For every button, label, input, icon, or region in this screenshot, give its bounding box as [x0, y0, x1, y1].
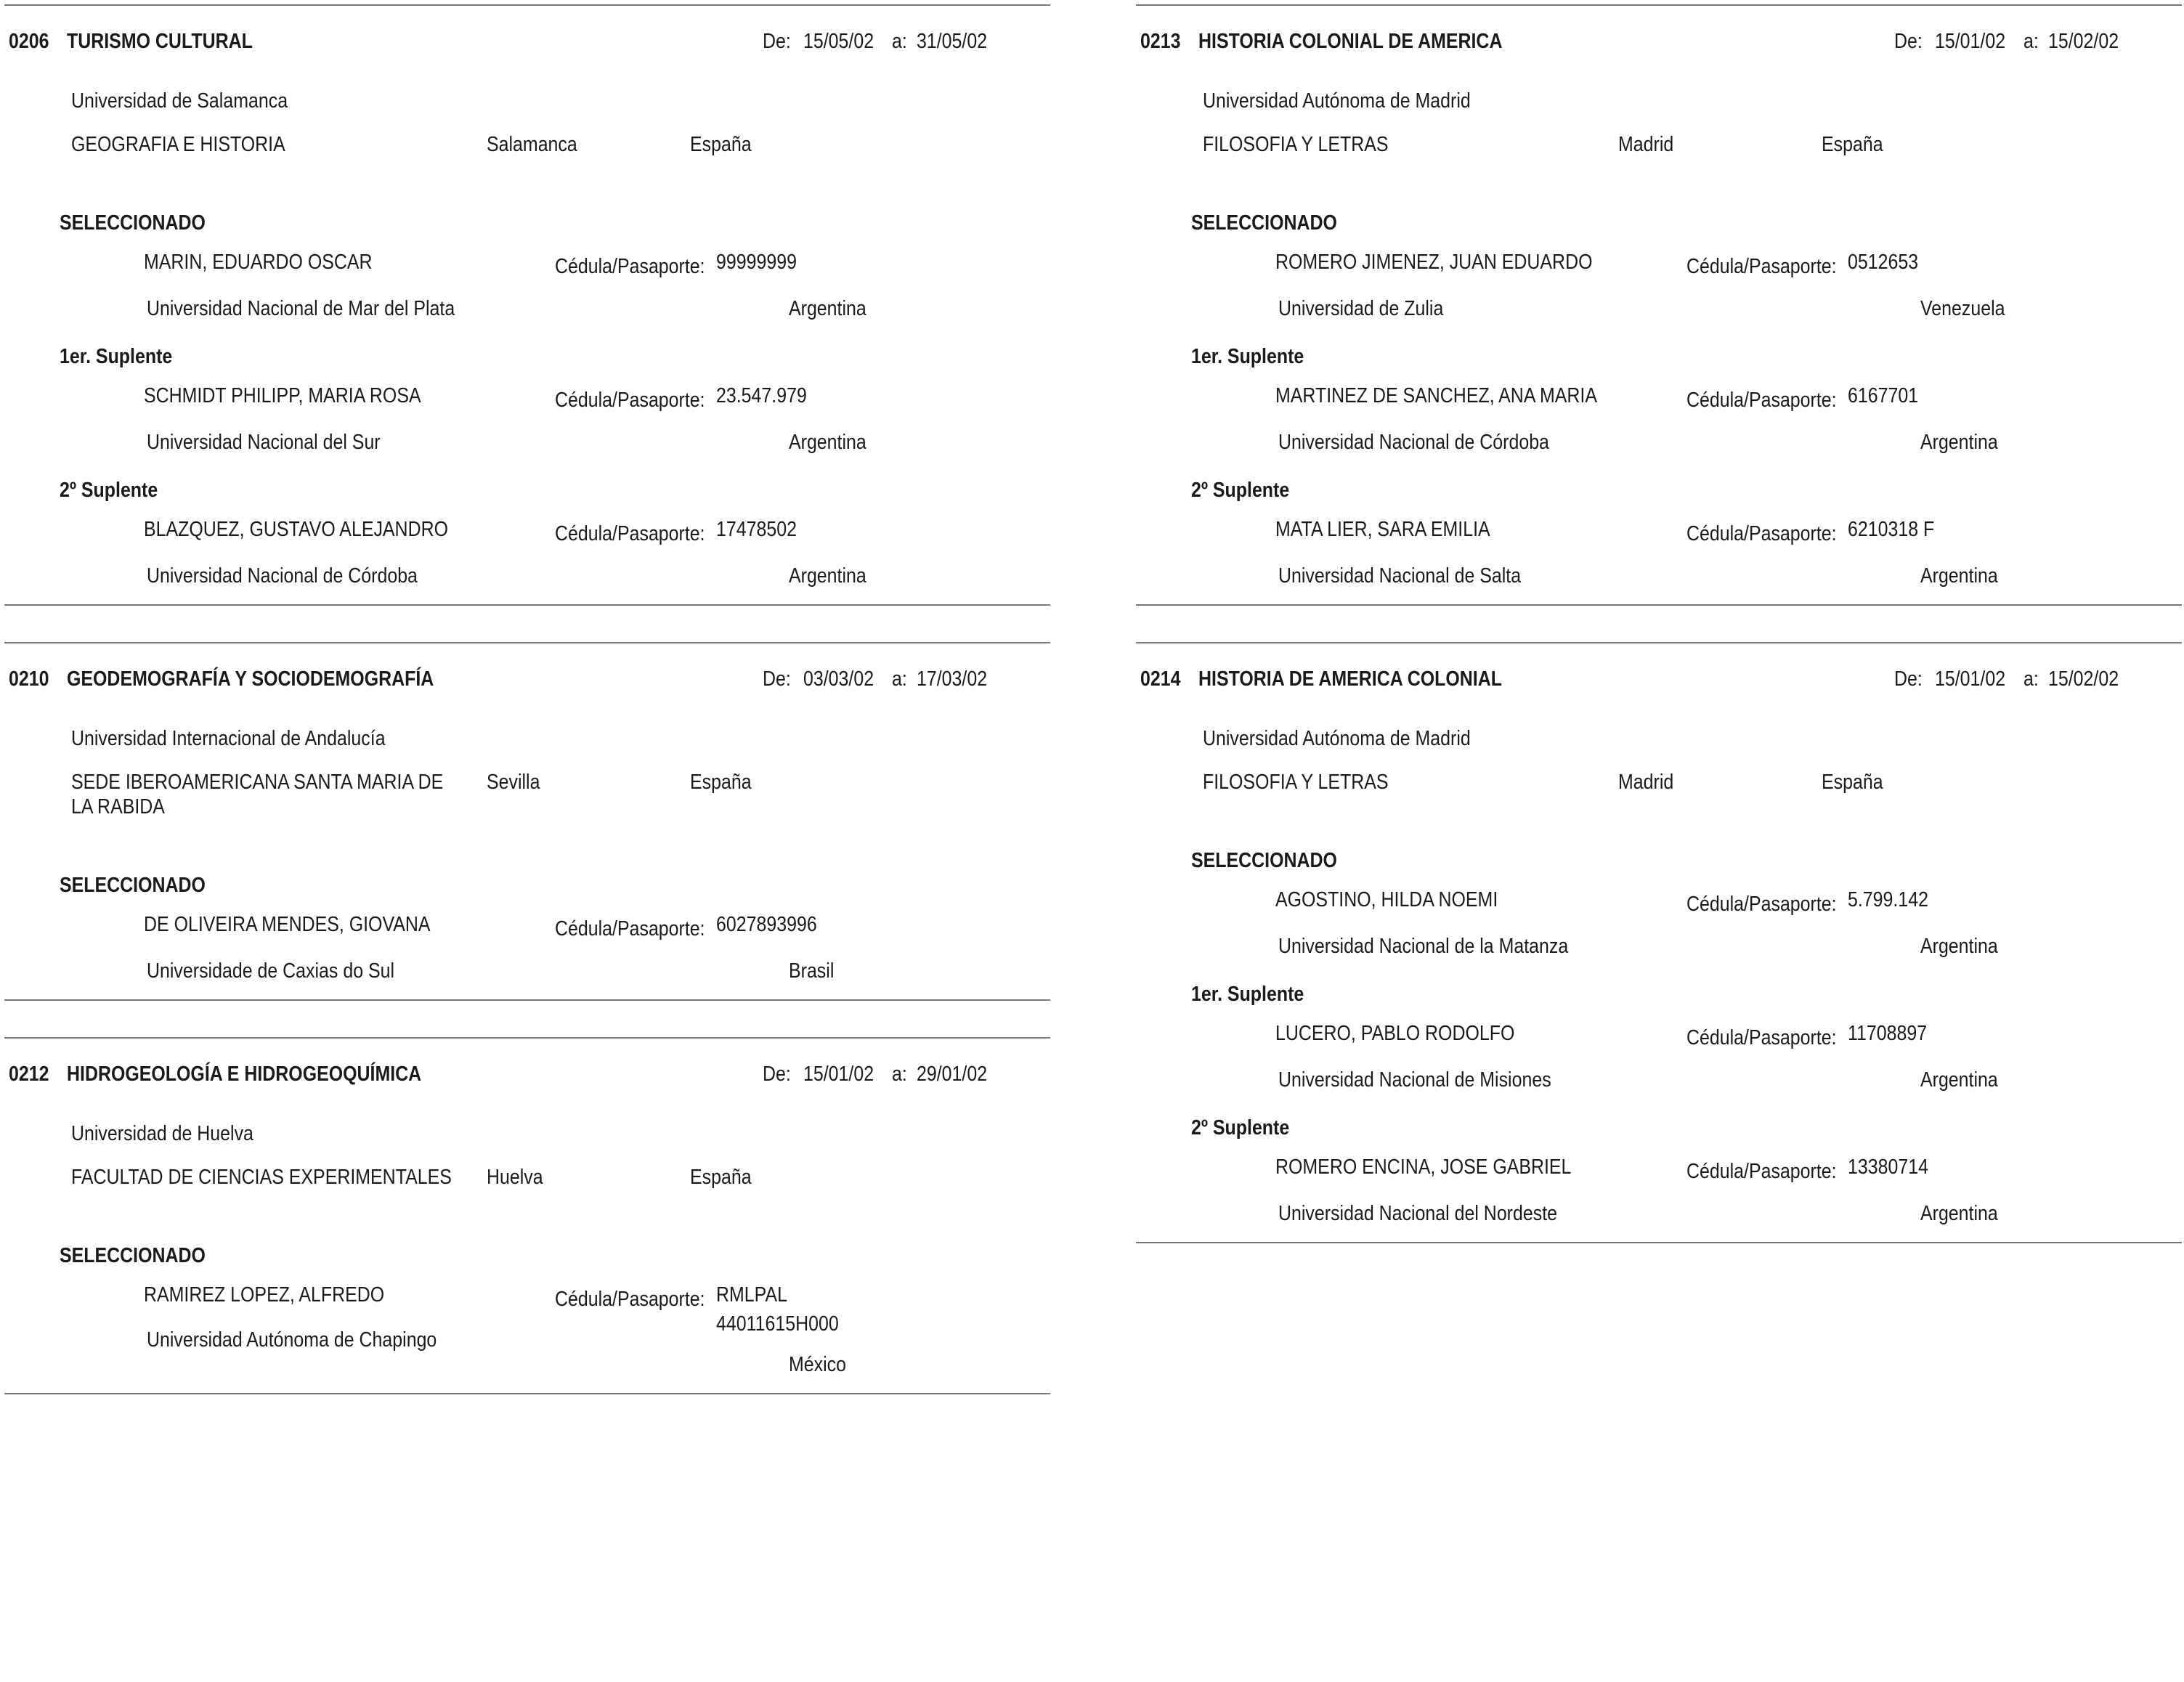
candidate-university: Universidad Nacional de Córdoba	[1278, 431, 1549, 454]
candidate-name: DE OLIVEIRA MENDES, GIOVANA	[144, 913, 431, 936]
candidate-name: AGOSTINO, HILDA NOEMI	[1275, 888, 1498, 911]
divider	[1136, 642, 2182, 643]
host-city: Huelva	[487, 1166, 543, 1189]
divider	[4, 4, 1050, 6]
course-title: HISTORIA DE AMERICA COLONIAL	[1198, 667, 1502, 691]
course-code: 0206	[9, 30, 49, 53]
candidate-university: Universidad Nacional de Córdoba	[147, 564, 418, 588]
candidate-name: MARTINEZ DE SANCHEZ, ANA MARIA	[1275, 384, 1597, 407]
divider	[4, 1037, 1050, 1039]
candidate-country: México	[789, 1353, 846, 1376]
host-city: Sevilla	[487, 771, 540, 794]
date-to-label: a:	[892, 1063, 907, 1086]
host-faculty: FILOSOFIA Y LETRAS	[1203, 771, 1389, 794]
date-from-label: De:	[763, 1063, 791, 1086]
divider	[1136, 604, 2182, 606]
candidate-id: 23.547.979	[716, 384, 807, 407]
id-label: Cédula/Pasaporte:	[1686, 255, 1837, 278]
candidate-university: Universidade de Caxias do Sul	[147, 959, 395, 983]
role-label: SELECCIONADO	[60, 874, 206, 897]
date-from: 15/01/02	[1935, 667, 2006, 691]
host-university: Universidad de Salamanca	[71, 89, 288, 113]
date-to-label: a:	[2023, 30, 2039, 53]
role-label: SELECCIONADO	[1191, 211, 1337, 235]
role-label: 1er. Suplente	[1191, 345, 1304, 368]
candidate-id: 99999999	[716, 251, 797, 274]
host-country: España	[690, 771, 752, 794]
candidate-id: 0512653	[1848, 251, 1919, 274]
id-label: Cédula/Pasaporte:	[555, 917, 705, 940]
divider	[4, 999, 1050, 1001]
id-label: Cédula/Pasaporte:	[555, 389, 705, 412]
candidate-name: MATA LIER, SARA EMILIA	[1275, 518, 1490, 541]
host-country: España	[690, 133, 752, 156]
role-label: SELECCIONADO	[1191, 849, 1337, 872]
candidate-country: Argentina	[789, 297, 866, 320]
host-university: Universidad Internacional de Andalucía	[71, 727, 386, 750]
candidate-university: Universidad Nacional de Misiones	[1278, 1068, 1551, 1092]
host-university: Universidad Autónoma de Madrid	[1203, 89, 1471, 113]
candidate-name: LUCERO, PABLO RODOLFO	[1275, 1022, 1515, 1045]
date-from: 03/03/02	[803, 667, 874, 691]
date-to: 29/01/02	[917, 1063, 988, 1086]
host-faculty: FILOSOFIA Y LETRAS	[1203, 133, 1389, 156]
candidate-name: SCHMIDT PHILIPP, MARIA ROSA	[144, 384, 421, 407]
host-university: Universidad Autónoma de Madrid	[1203, 727, 1471, 750]
date-from-label: De:	[1894, 30, 1923, 53]
date-to-label: a:	[892, 667, 907, 691]
candidate-id: 6027893996	[716, 913, 817, 936]
candidate-id: 13380714	[1848, 1155, 1928, 1179]
divider	[4, 604, 1050, 606]
id-label: Cédula/Pasaporte:	[1686, 893, 1837, 916]
candidate-id: 6210318 F	[1848, 518, 1935, 541]
date-from: 15/01/02	[803, 1063, 874, 1086]
date-to-label: a:	[2023, 667, 2039, 691]
host-city: Madrid	[1618, 133, 1674, 156]
date-from: 15/01/02	[1935, 30, 2006, 53]
course-title: TURISMO CULTURAL	[67, 30, 253, 53]
host-faculty: FACULTAD DE CIENCIAS EXPERIMENTALES	[71, 1166, 452, 1189]
candidate-country: Argentina	[1920, 431, 1998, 454]
candidate-id: 6167701	[1848, 384, 1919, 407]
candidate-country: Argentina	[1920, 1202, 1998, 1225]
candidate-id-line1: RMLPAL	[716, 1283, 787, 1307]
candidate-country: Argentina	[789, 564, 866, 588]
id-label: Cédula/Pasaporte:	[1686, 389, 1837, 412]
role-label: SELECCIONADO	[60, 1244, 206, 1267]
date-from-label: De:	[1894, 667, 1923, 691]
role-label: 2º Suplente	[1191, 1116, 1290, 1139]
divider	[4, 1393, 1050, 1394]
candidate-university: Universidad Autónoma de Chapingo	[147, 1328, 437, 1352]
id-label: Cédula/Pasaporte:	[1686, 522, 1837, 545]
host-faculty: GEOGRAFIA E HISTORIA	[71, 133, 285, 156]
id-label: Cédula/Pasaporte:	[555, 522, 705, 545]
course-code: 0214	[1140, 667, 1181, 691]
course-title: HIDROGEOLOGÍA E HIDROGEOQUÍMICA	[67, 1063, 422, 1086]
host-university: Universidad de Huelva	[71, 1122, 253, 1145]
candidate-university: Universidad Nacional del Sur	[147, 431, 381, 454]
candidate-country: Brasil	[789, 959, 835, 983]
course-code: 0213	[1140, 30, 1181, 53]
role-label: 2º Suplente	[1191, 479, 1290, 502]
candidate-id: 5.799.142	[1848, 888, 1928, 911]
date-to: 15/02/02	[2048, 667, 2119, 691]
divider	[1136, 1242, 2182, 1243]
candidate-country: Argentina	[1920, 1068, 1998, 1092]
role-label: 1er. Suplente	[60, 345, 173, 368]
host-city: Madrid	[1618, 771, 1674, 794]
date-to-label: a:	[892, 30, 907, 53]
date-from-label: De:	[763, 30, 791, 53]
candidate-name: MARIN, EDUARDO OSCAR	[144, 251, 373, 274]
candidate-country: Venezuela	[1920, 297, 2005, 320]
role-label: SELECCIONADO	[60, 211, 206, 235]
candidate-name: ROMERO ENCINA, JOSE GABRIEL	[1275, 1155, 1572, 1179]
host-country: España	[1822, 771, 1883, 794]
course-title: GEODEMOGRAFÍA Y SOCIODEMOGRAFÍA	[67, 667, 434, 691]
course-title: HISTORIA COLONIAL DE AMERICA	[1198, 30, 1503, 53]
date-from-label: De:	[763, 667, 791, 691]
candidate-id-line2: 44011615H000	[716, 1312, 839, 1336]
candidate-country: Argentina	[1920, 564, 1998, 588]
candidate-university: Universidad Nacional de la Matanza	[1278, 935, 1569, 958]
course-code: 0212	[9, 1063, 49, 1086]
id-label: Cédula/Pasaporte:	[555, 1288, 705, 1311]
candidate-name: BLAZQUEZ, GUSTAVO ALEJANDRO	[144, 518, 448, 541]
divider	[1136, 4, 2182, 6]
role-label: 1er. Suplente	[1191, 983, 1304, 1006]
host-country: España	[1822, 133, 1883, 156]
id-label: Cédula/Pasaporte:	[555, 255, 705, 278]
date-from: 15/05/02	[803, 30, 874, 53]
host-city: Salamanca	[487, 133, 577, 156]
candidate-id: 17478502	[716, 518, 797, 541]
role-label: 2º Suplente	[60, 479, 158, 502]
candidate-name: ROMERO JIMENEZ, JUAN EDUARDO	[1275, 251, 1593, 274]
host-faculty: SEDE IBEROAMERICANA SANTA MARIA DE LA RABIDA	[71, 771, 444, 818]
candidate-id: 11708897	[1848, 1022, 1928, 1045]
date-to: 15/02/02	[2048, 30, 2119, 53]
candidate-university: Universidad Nacional de Salta	[1278, 564, 1522, 588]
candidate-name: RAMIREZ LOPEZ, ALFREDO	[144, 1283, 385, 1307]
date-to: 17/03/02	[917, 667, 988, 691]
id-label: Cédula/Pasaporte:	[1686, 1160, 1837, 1183]
divider	[4, 642, 1050, 643]
candidate-university: Universidad Nacional de Mar del Plata	[147, 297, 455, 320]
candidate-university: Universidad Nacional del Nordeste	[1278, 1202, 1558, 1225]
host-country: España	[690, 1166, 752, 1189]
id-label: Cédula/Pasaporte:	[1686, 1026, 1837, 1049]
course-code: 0210	[9, 667, 49, 691]
date-to: 31/05/02	[917, 30, 988, 53]
candidate-country: Argentina	[789, 431, 866, 454]
candidate-university: Universidad de Zulia	[1278, 297, 1444, 320]
candidate-country: Argentina	[1920, 935, 1998, 958]
